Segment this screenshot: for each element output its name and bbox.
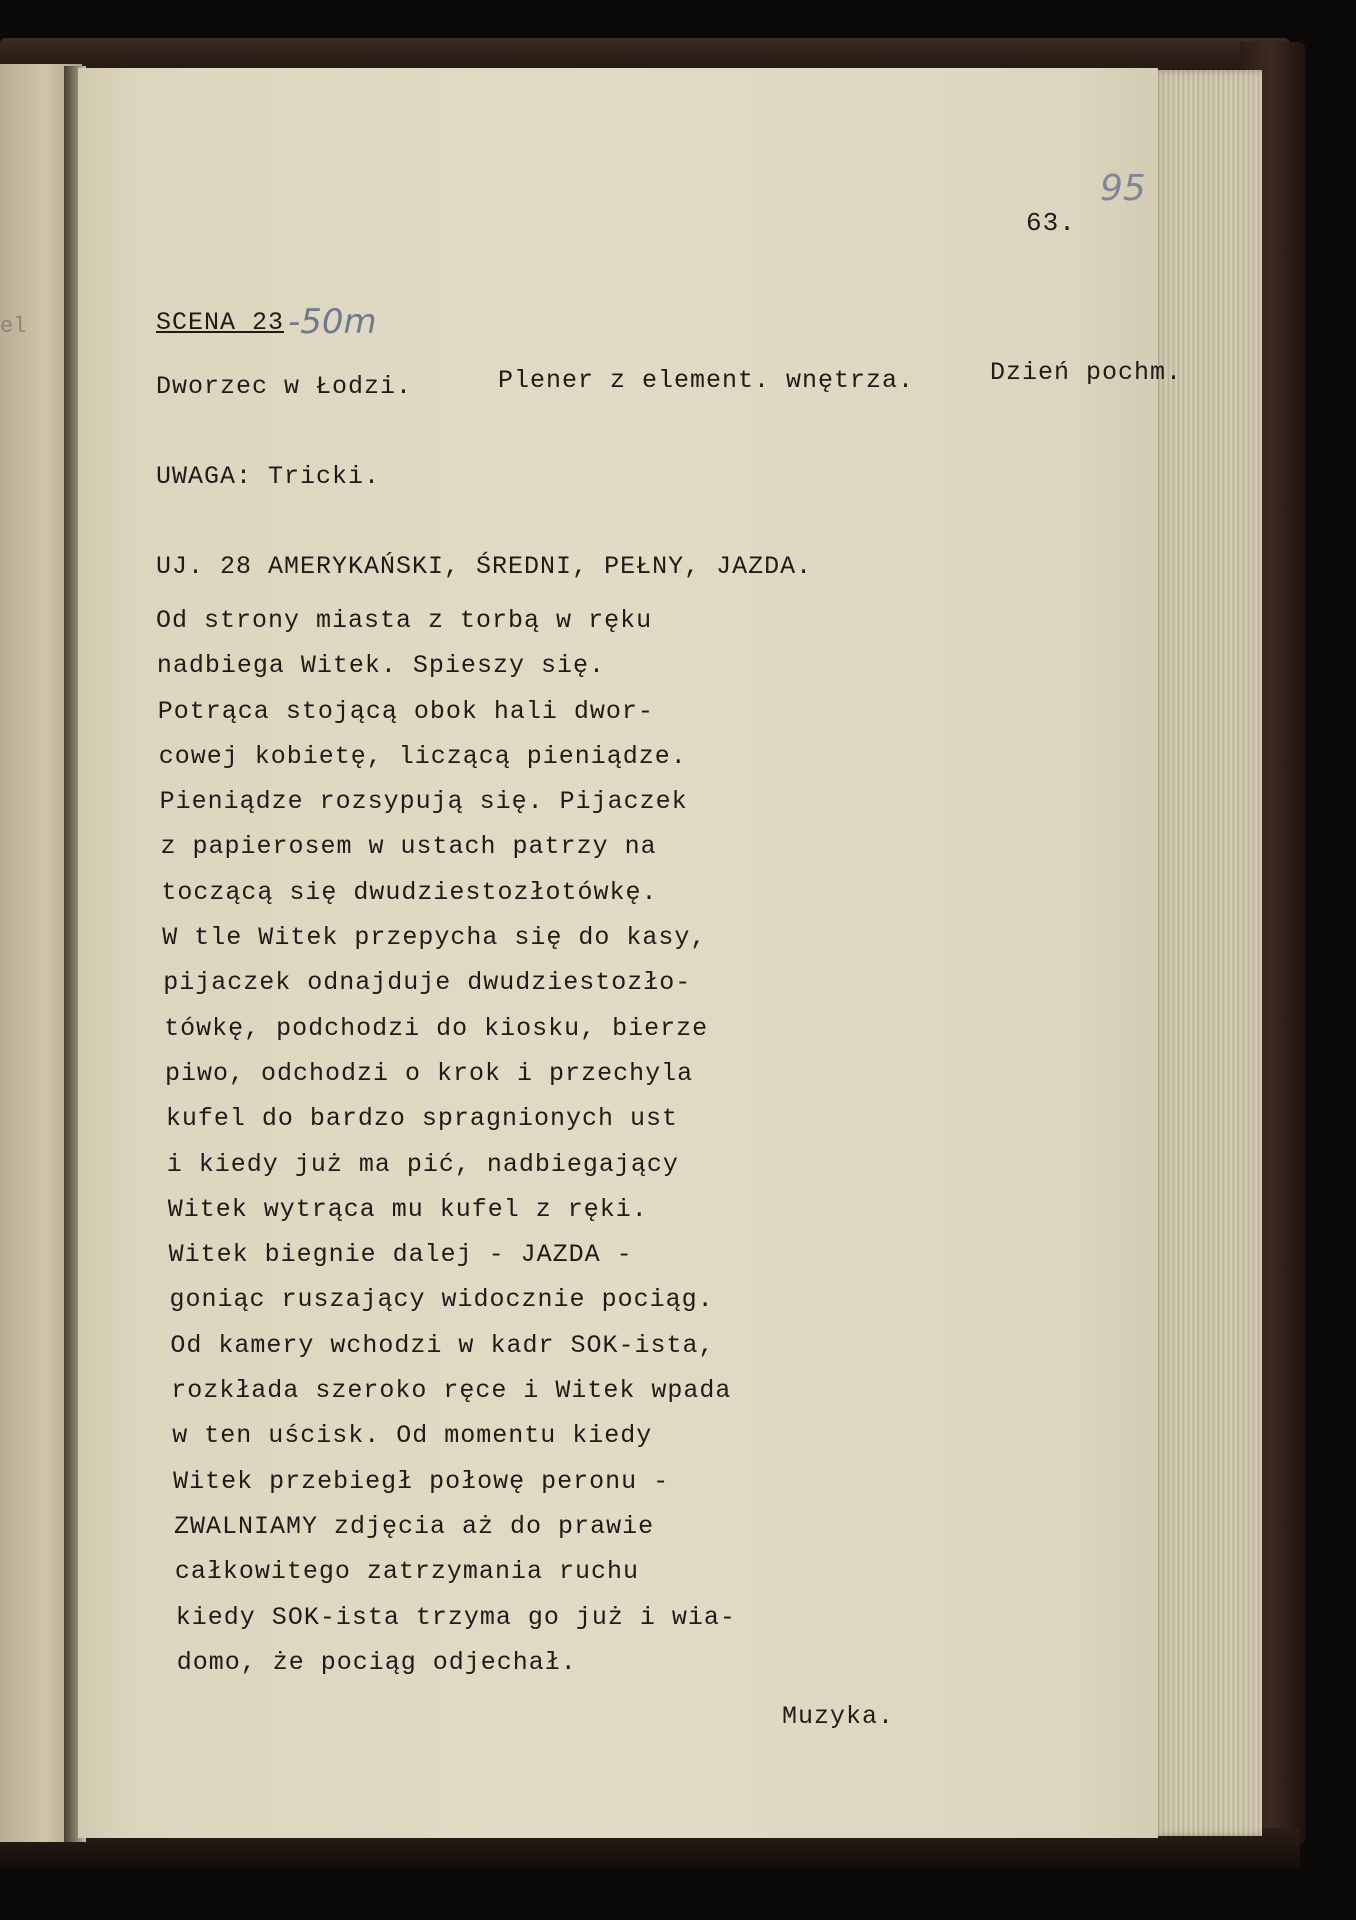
action-line: Pieniądze rozsypują się. Pijaczek: [159, 787, 688, 817]
page-block-edges: [1150, 70, 1262, 1836]
action-line: w ten uścisk. Od momentu kiedy: [172, 1421, 653, 1451]
handwritten-page-number: 95: [1100, 168, 1146, 209]
action-line: W tle Witek przepycha się do kasy,: [162, 923, 707, 953]
action-line: goniąc ruszający widocznie pociąg.: [169, 1285, 714, 1315]
scene-setting: Plener z element. wnętrza.: [498, 366, 915, 395]
action-line: piwo, odchodzi o krok i przechyla: [165, 1058, 694, 1088]
action-line: toczącą się dwudziestozłotówkę.: [161, 877, 658, 907]
action-line: cowej kobietę, liczącą pieniądze.: [158, 741, 687, 771]
music-cue: Muzyka.: [782, 1702, 895, 1731]
action-line: i kiedy już ma pić, nadbiegający: [166, 1149, 679, 1179]
action-line: Witek przebiegł połowę peronu -: [173, 1466, 670, 1496]
action-line: ZWALNIAMY zdjęcia aż do prawie: [174, 1511, 655, 1541]
scene-length-annotation: -50m: [288, 302, 377, 342]
action-line: nadbiega Witek. Spieszy się.: [156, 651, 605, 681]
action-line: kiedy SOK-ista trzyma go już i wia-: [175, 1602, 736, 1632]
scene-heading: [156, 308, 284, 337]
action-line: całkowitego zatrzymania ruchu: [174, 1557, 639, 1587]
action-line: Witek biegnie dalej - JAZDA -: [168, 1240, 633, 1270]
action-line: z papierosem w ustach patrzy na: [160, 832, 657, 862]
scene-label: SCENA 23: [156, 308, 285, 337]
action-line: Witek wytrąca mu kufel z ręki.: [167, 1194, 648, 1224]
action-line: domo, że pociąg odjechał.: [176, 1647, 577, 1677]
scene-location: Dworzec w Łodzi.: [156, 372, 413, 401]
scene-time-of-day: Dzień pochm.: [990, 358, 1183, 387]
script-page: [78, 68, 1183, 1838]
action-line: pijaczek odnajduje dwudziestozło-: [163, 968, 692, 998]
shot-description: UJ. 28 AMERYKAŃSKI, ŚREDNI, PEŁNY, JAZDA.: [156, 552, 813, 581]
page-number: 63.: [1026, 208, 1076, 238]
action-line: Od strony miasta z torbą w ręku: [156, 606, 653, 635]
action-line: Potrąca stojącą obok hali dwor-: [157, 696, 654, 726]
action-line: kufel do bardzo spragnionych ust: [165, 1104, 678, 1134]
action-line: tówkę, podchodzi do kiosku, bierze: [164, 1013, 709, 1043]
scene-note: UWAGA: Tricki.: [156, 462, 381, 491]
action-paragraph: [156, 606, 736, 1693]
left-page-fragment: el: [0, 314, 27, 339]
action-line: rozkłada szeroko ręce i Witek wpada: [171, 1376, 732, 1406]
action-line: Od kamery wchodzi w kadr SOK-ista,: [170, 1330, 715, 1360]
